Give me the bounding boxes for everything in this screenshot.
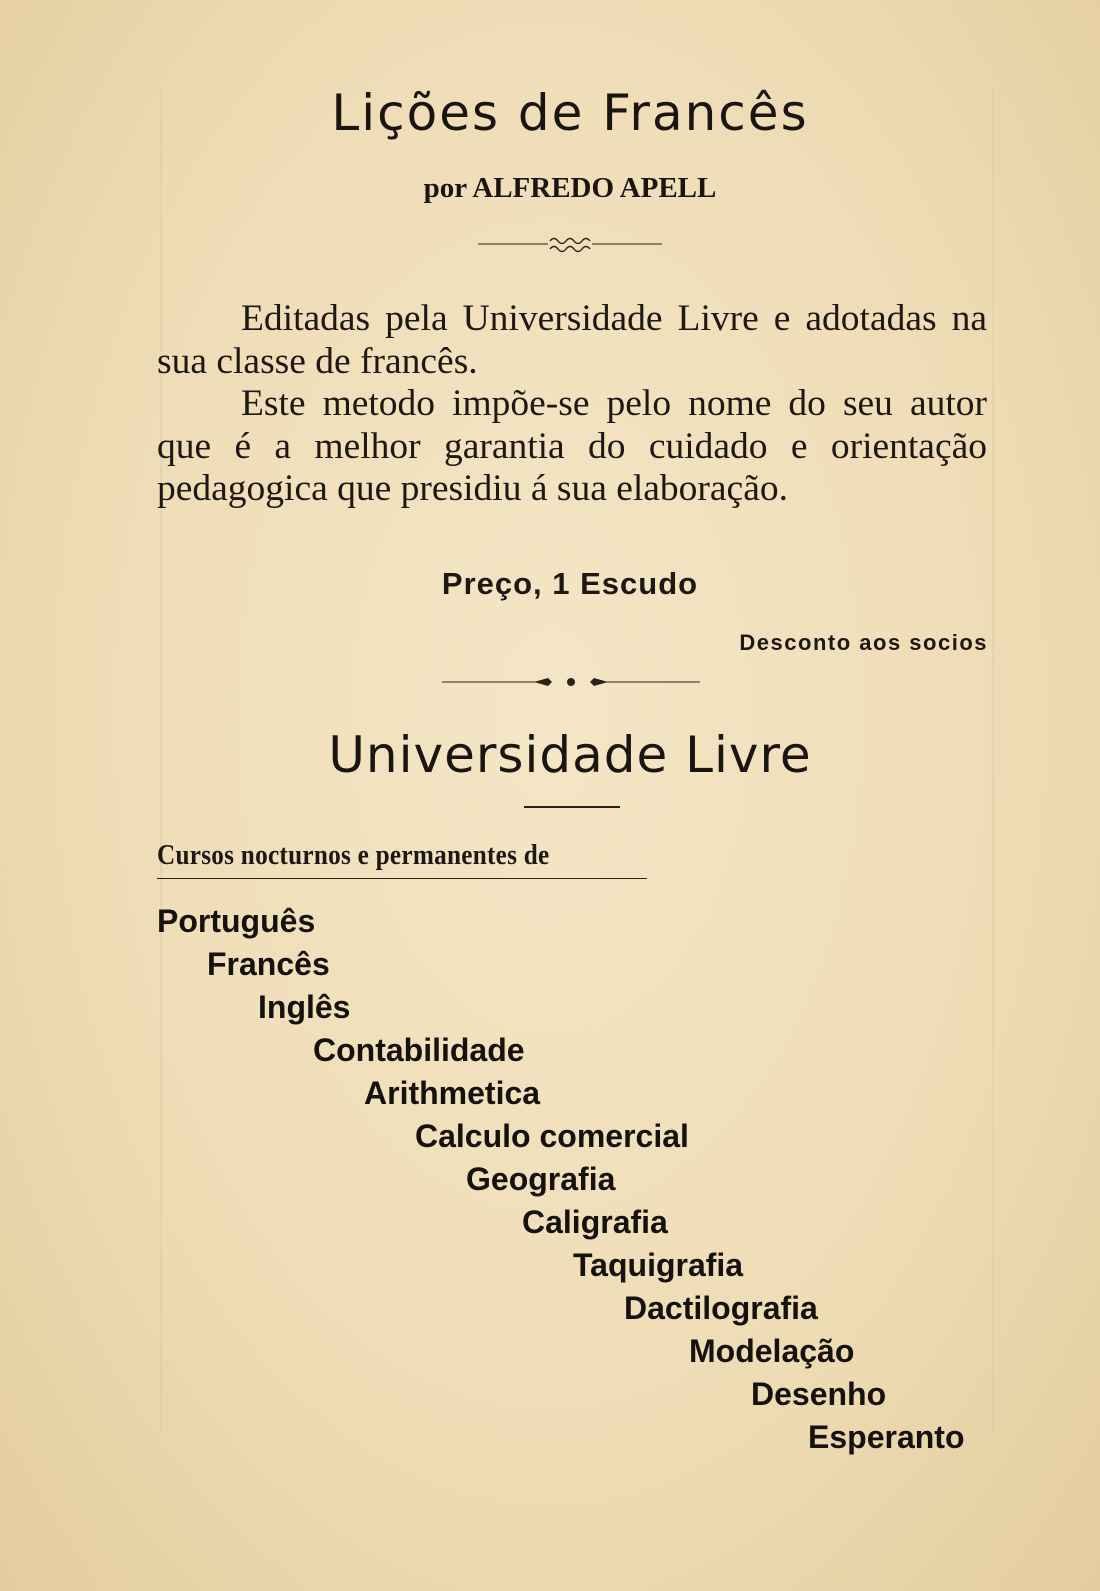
course-item: Desenho (751, 1376, 887, 1412)
course-item: Taquigrafia (573, 1247, 744, 1283)
course-item: Esperanto (808, 1419, 965, 1455)
title-underline (524, 806, 620, 808)
course-item: Português (157, 903, 316, 939)
course-item: Geografia (466, 1161, 616, 1197)
course-item: Modelação (689, 1333, 855, 1369)
description-paragraph-2: Este metodo impõe-se pelo nome do seu autor que é a melhor garantia do cuidado e orientação pedagogica que presidiu á sua elaboração. (157, 383, 987, 509)
intro-underline (157, 878, 647, 879)
course-item: Francês (207, 946, 330, 982)
course-item: Dactilografia (624, 1290, 818, 1326)
section-title: Universidade Livre (328, 726, 812, 784)
diamond-divider (442, 674, 700, 690)
course-item: Inglês (258, 989, 351, 1025)
ornament-divider (478, 234, 662, 258)
discount-note: Desconto aos socios (739, 630, 988, 655)
course-item: Arithmetica (364, 1075, 541, 1111)
description-paragraph-1: Editadas pela Universidade Livre e adotadas na sua classe de francês. (157, 298, 987, 382)
book-title: Lições de Francês (331, 84, 809, 142)
author-byline: por ALFREDO APELL (423, 172, 717, 204)
course-item: Contabilidade (313, 1032, 525, 1068)
course-item: Calculo comercial (415, 1118, 689, 1154)
price-label: Preço, 1 Escudo (441, 566, 699, 601)
courses-intro: Cursos nocturnos e permanentes de (157, 840, 550, 871)
course-item: Caligrafia (522, 1204, 668, 1240)
